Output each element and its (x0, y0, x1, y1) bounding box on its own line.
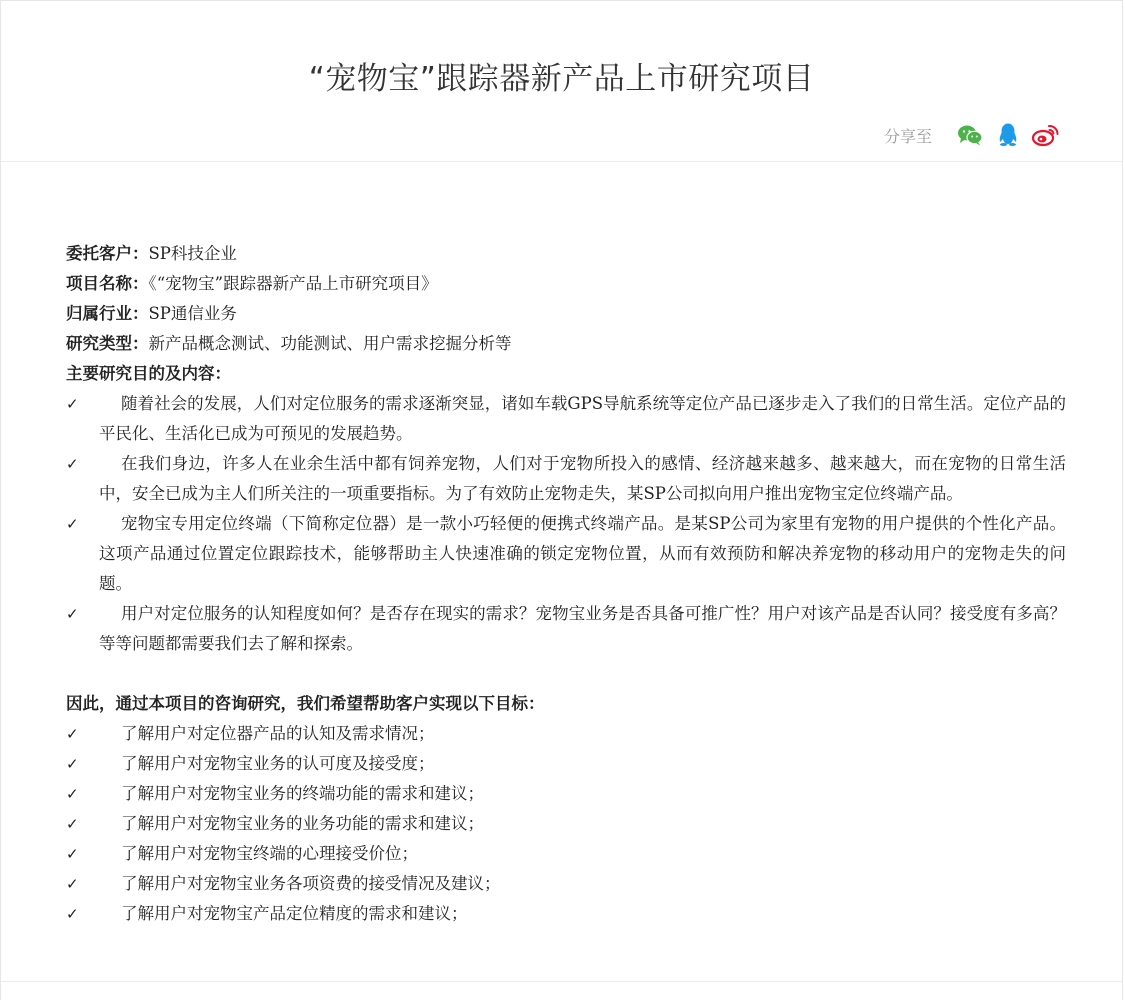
share-bar (884, 123, 1060, 147)
list-item (66, 809, 1066, 839)
list-item-text: 在我们身边，许多人在业余生活中都有饲养宠物，人们对于宠物所投入的感情、经济越来越多、越来越大，而在宠物的日常生活中，安全已成为主人们所关注的一项重要指标。为了有效防止宠物走失，某SP公司拟向用户推出宠物宝定位终端产品。 (99, 454, 1066, 503)
info-row (66, 299, 1066, 329)
list-item-text: 随着社会的发展，人们对定位服务的需求逐渐突显，诸如车载GPS导航系统等定位产品已逐步走入了我们的日常生活。定位产品的平民化、生活化已成为可预见的发展趋势。 (99, 394, 1066, 443)
list-item (66, 899, 1066, 929)
checkmark-icon: ✓ (66, 455, 79, 473)
checkmark-icon: ✓ (66, 605, 79, 623)
checkmark-icon: ✓ (66, 875, 79, 893)
list-item-text: 了解用户对宠物宝业务的终端功能的需求和建议； (121, 784, 484, 803)
list-item (66, 839, 1066, 869)
divider (1, 981, 1122, 982)
share-label: 分享至 (883, 126, 932, 146)
info-key: 研究类型： (66, 334, 149, 353)
list-item-text: 用户对定位服务的认知程度如何？是否存在现实的需求？宠物宝业务是否具备可推广性？用户对该产品是否认同？接受度有多高？等等问题都需要我们去了解和探索。 (99, 604, 1066, 653)
list-item (66, 779, 1066, 809)
list-item (66, 449, 1066, 509)
list-item-text: 了解用户对宠物宝业务各项资费的接受情况及建议； (121, 874, 501, 893)
checkmark-icon: ✓ (66, 815, 79, 833)
info-row (66, 239, 1066, 269)
qq-icon[interactable] (994, 123, 1022, 147)
page-title: “宠物宝”跟踪器新产品上市研究项目 (308, 61, 815, 97)
purpose-heading: 主要研究目的及内容： (66, 364, 231, 383)
list-item (66, 389, 1066, 449)
goals-heading: 因此，通过本项目的咨询研究，我们希望帮助客户实现以下目标： (66, 694, 545, 713)
list-item-text: 了解用户对宠物宝终端的心理接受价位； (121, 844, 418, 863)
article-header (1, 1, 1122, 162)
list-item-text: 了解用户对宠物宝业务的业务功能的需求和建议； (121, 814, 484, 833)
list-item (66, 599, 1066, 659)
info-key: 归属行业： (66, 304, 149, 323)
list-item-text: 了解用户对宠物宝产品定位精度的需求和建议； (121, 904, 468, 923)
project-info (66, 239, 1066, 359)
article-body (66, 239, 1066, 929)
info-value: SP科技企业 (148, 244, 237, 263)
info-row (66, 329, 1066, 359)
weibo-icon[interactable] (1032, 123, 1060, 147)
checkmark-icon: ✓ (66, 905, 79, 923)
checkmark-icon: ✓ (66, 785, 79, 803)
list-item (66, 719, 1066, 749)
list-item-text: 了解用户对定位器产品的认知及需求情况； (121, 724, 435, 743)
list-item (66, 749, 1066, 779)
checkmark-icon: ✓ (66, 725, 79, 743)
checkmark-icon: ✓ (66, 845, 79, 863)
checkmark-icon: ✓ (66, 755, 79, 773)
info-key: 项目名称： (66, 274, 149, 293)
wechat-icon[interactable] (956, 123, 984, 147)
list-item (66, 509, 1066, 599)
list-item (66, 869, 1066, 899)
checkmark-icon: ✓ (66, 515, 79, 533)
info-row (66, 269, 1066, 299)
info-value: 《“宠物宝”跟踪器新产品上市研究项目》 (148, 274, 438, 293)
info-value: 新产品概念测试、功能测试、用户需求挖掘分析等 (148, 334, 512, 353)
list-item-text: 宠物宝专用定位终端（下简称定位器）是一款小巧轻便的便携式终端产品。是某SP公司为家里有宠物的用户提供的个性化产品。这项产品通过位置定位跟踪技术，能够帮助主人快速准确的锁定宠物位置，从而有效预防和解决养宠物的移动用户的宠物走失的问题。 (99, 514, 1066, 593)
info-key: 委托客户： (66, 244, 149, 263)
goals-list (66, 719, 1066, 929)
info-value: SP通信业务 (148, 304, 237, 323)
checkmark-icon: ✓ (66, 395, 79, 413)
list-item-text: 了解用户对宠物宝业务的认可度及接受度； (121, 754, 435, 773)
purpose-list (66, 389, 1066, 659)
